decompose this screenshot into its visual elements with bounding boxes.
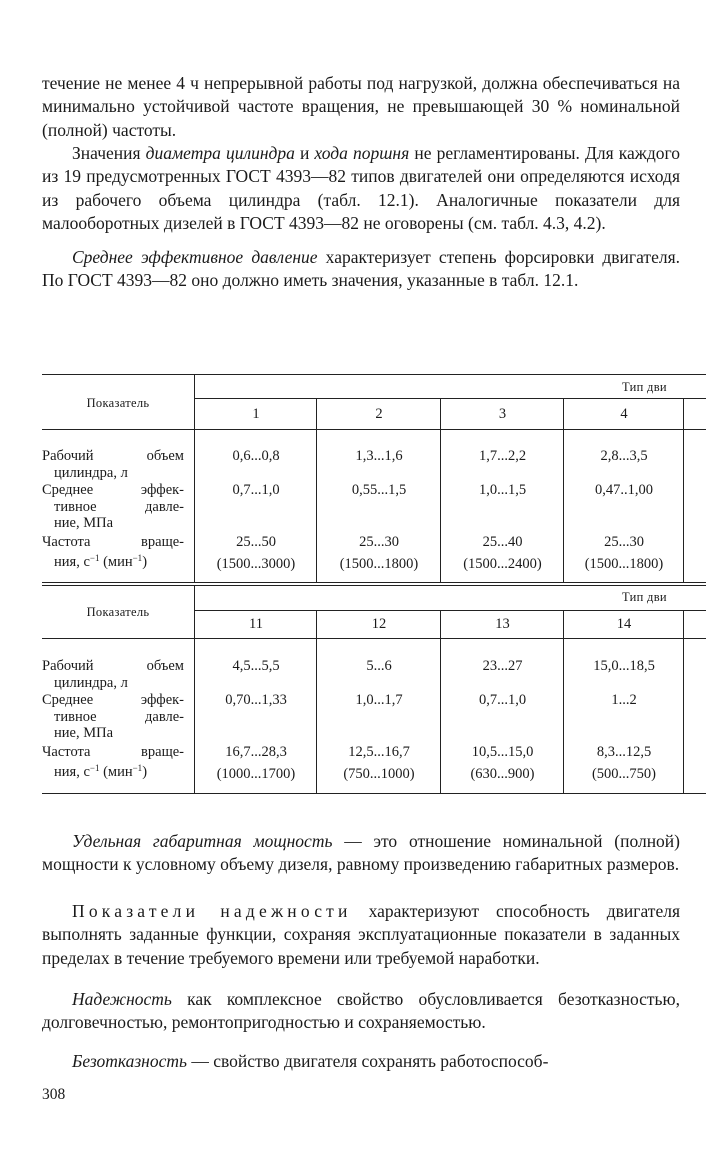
paragraph-continuation: течение не менее 4 ч непрерывной работы под нагрузкой, должна обеспечиваться на минимально устойчивой частоте вращения, не превышающей 30 % номинальной (полной) частоты. [42,73,680,140]
table1-label-pressure-3: тивное [54,498,97,515]
table2-label-pressure-4: давле- [145,708,184,725]
table1-col-3: 3 [498,406,507,422]
t2-rpm-1: (1000...1700) [216,766,296,782]
t2-pres-3: 0,7...1,0 [478,692,527,708]
t1-vol-4: 2,8...3,5 [600,448,648,464]
t1-rpm-1: (1500...3000) [216,556,296,572]
table1-label-freq-4: (мин [99,553,133,570]
table2-label-freq-2: враще- [141,744,184,760]
table1-bottom-rule-2 [42,585,706,586]
paragraph-failure-free [42,1050,680,1073]
table1-label-pressure-2: эффек- [140,482,184,498]
table1-col-4: 4 [620,406,628,422]
table1-label-freq-1: Частота [42,534,91,550]
table2-label-volume-2: объем [146,658,184,674]
paragraph-reliability-indicators [42,900,680,970]
table1-label-pressure-1: Среднее [42,482,94,498]
t1-pres-4: 0,47..1,00 [595,482,653,498]
table2-label-volume-3: цилиндра, л [54,674,128,691]
t1-freq-2: 25...30 [359,534,399,550]
t1-rpm-4: (1500...1800) [584,556,664,572]
p7-italic: Безотказность [72,1051,187,1071]
table2-col-14: 14 [616,616,632,632]
table1-label-pressure [42,482,184,532]
t2-vol-1: 4,5...5,5 [232,658,280,674]
t2-rpm-2: (750...1000) [343,766,415,782]
p5-spaced: Показатели надежности [72,901,352,921]
table2-label-pressure-1: Среднее [42,692,94,708]
table2-header-bottom-rule [42,638,706,639]
p3-text: характеризует степень форсировки двигателя. По ГОСТ 4393—82 оно должно иметь значения, указанные в табл. 12.1. [42,247,680,291]
t2-rpm-4: (500...750) [591,766,657,782]
table1-label-freq-2: враще- [141,534,184,550]
t2-freq-1: 16,7...28,3 [225,744,287,760]
t2-vol-2: 5...6 [366,658,392,674]
table2-label-pressure [42,692,184,742]
t1-pres-1: 0,7...1,0 [232,482,280,498]
t2-pres-4: 1...2 [611,692,637,708]
table2-indicator-header: Показатель [86,605,150,619]
t1-freq-4: 25...30 [604,534,644,550]
table1-label-pressure-5: ние, МПа [54,515,114,531]
t1-vol-3: 1,7...2,2 [478,448,527,464]
t1-vol-2: 1,3...1,6 [355,448,403,464]
paragraph-specific-power [42,830,680,877]
table2-label-freq-4: (мин [99,763,133,780]
p2-c: не регламентированы. Для каждого из 19 предусмотренных ГОСТ 4393—82 типов двигателей они определяются исходя из рабочего объема цилиндра (табл. 12.1). Аналогичные показатели для малооборотных дизелей в ГОСТ 4393—82 не оговорены (см. табл. 4.3, 4.2). [42,143,681,234]
table1-col-1: 1 [252,406,260,422]
table2-label-freq-sup-a: −1 [89,762,100,773]
table2-col-11: 11 [249,616,263,632]
p2-a: Значения [72,143,141,163]
table2-vline-4 [683,610,684,793]
p4-text: — это отношение номинальной (полной) мощности к условному объему дизеля, равному произведению габаритных размеров. [42,831,680,875]
page-number: 308 [42,1086,66,1103]
p2-italic-stroke: хода поршня [314,143,410,163]
table1-vline-4 [683,398,684,582]
table1-bottom-rule [42,582,706,583]
t1-rpm-3: (1500...2400) [463,556,542,572]
table1-label-volume-1: Рабочий [42,448,94,464]
table2-label-pressure-2: эффек- [140,692,184,708]
t2-freq-3: 10,5...15,0 [471,744,534,760]
table2-label-pressure-5: ние, МПа [54,725,114,741]
paragraph-diameter-stroke [42,142,680,236]
t2-pres-1: 0,70...1,33 [225,692,287,708]
table1-label-freq-sup-b: −1 [132,552,143,563]
p6-italic: Надежность [72,989,172,1009]
p3-italic: Среднее эффективное давление [72,247,318,267]
table2-label-freq-5: ) [142,763,148,780]
paragraph-reliability [42,988,680,1035]
table1-label-freq-3: ния, с [54,553,90,570]
p7-text: — свойство двигателя сохранять работоспособ- [191,1051,549,1071]
t2-pres-2: 1,0...1,7 [355,692,403,708]
table2-label-volume [42,658,184,691]
table1-top-rule [42,374,706,375]
p2-b: и [299,143,310,163]
table2-label-volume-1: Рабочий [42,658,94,674]
t1-vol-1: 0,6...0,8 [232,448,280,464]
p5-text: характеризуют способность двигателя выполнять заданные функции, сохраняя эксплуатационные показатели в заданных пределах в течение требуемого времени или требуемой наработки. [42,901,680,968]
t1-pres-3: 1,0...1,5 [478,482,527,498]
p2-italic-diameter: диаметра цилиндра [145,143,295,163]
t1-rpm-2: (1500...1800) [339,556,419,572]
p6-text: как комплексное свойство обусловливается безотказностью, долговечностью, ремонтопригодностью и сохраняемостью. [42,989,680,1033]
table2-label-freq-sup-b: −1 [132,762,143,773]
table2-col-13: 13 [495,616,510,632]
table1-type-header: Тип дви [622,380,667,394]
t2-vol-4: 15,0...18,5 [593,658,655,674]
table2-label-freq [42,744,184,780]
t1-freq-1: 25...50 [236,534,276,550]
t2-freq-2: 12,5...16,7 [348,744,410,760]
paragraph-mean-pressure [42,246,680,293]
table1-label-freq [42,534,184,570]
table2-type-rule [194,610,706,611]
table1-label-volume-3: цилиндра, л [54,464,128,481]
table2-label-pressure-3: тивное [54,708,97,725]
t2-rpm-3: (630...900) [470,766,535,782]
table2-label-freq-1: Частота [42,744,91,760]
table2-type-header: Тип дви [622,590,667,604]
table1-col-2: 2 [375,406,383,422]
table1-type-rule [194,398,706,399]
t1-pres-2: 0,55...1,5 [351,482,407,498]
table1-label-freq-sup-a: −1 [89,552,100,563]
table1-header-bottom-rule [42,429,706,430]
table1-label-freq-5: ) [142,553,148,570]
table1-label-pressure-4: давле- [145,498,184,515]
table1-label-volume [42,448,184,481]
table2-bottom-rule [42,793,706,794]
table2-col-12: 12 [371,616,387,632]
p4-italic: Удельная габаритная мощность [72,831,333,851]
table2-label-freq-3: ния, с [54,763,90,780]
t1-freq-3: 25...40 [482,534,523,550]
t2-freq-4: 8,3...12,5 [596,744,652,760]
t2-vol-3: 23...27 [482,658,523,674]
table1-label-volume-2: объем [146,448,184,464]
table1-indicator-header: Показатель [86,396,150,410]
